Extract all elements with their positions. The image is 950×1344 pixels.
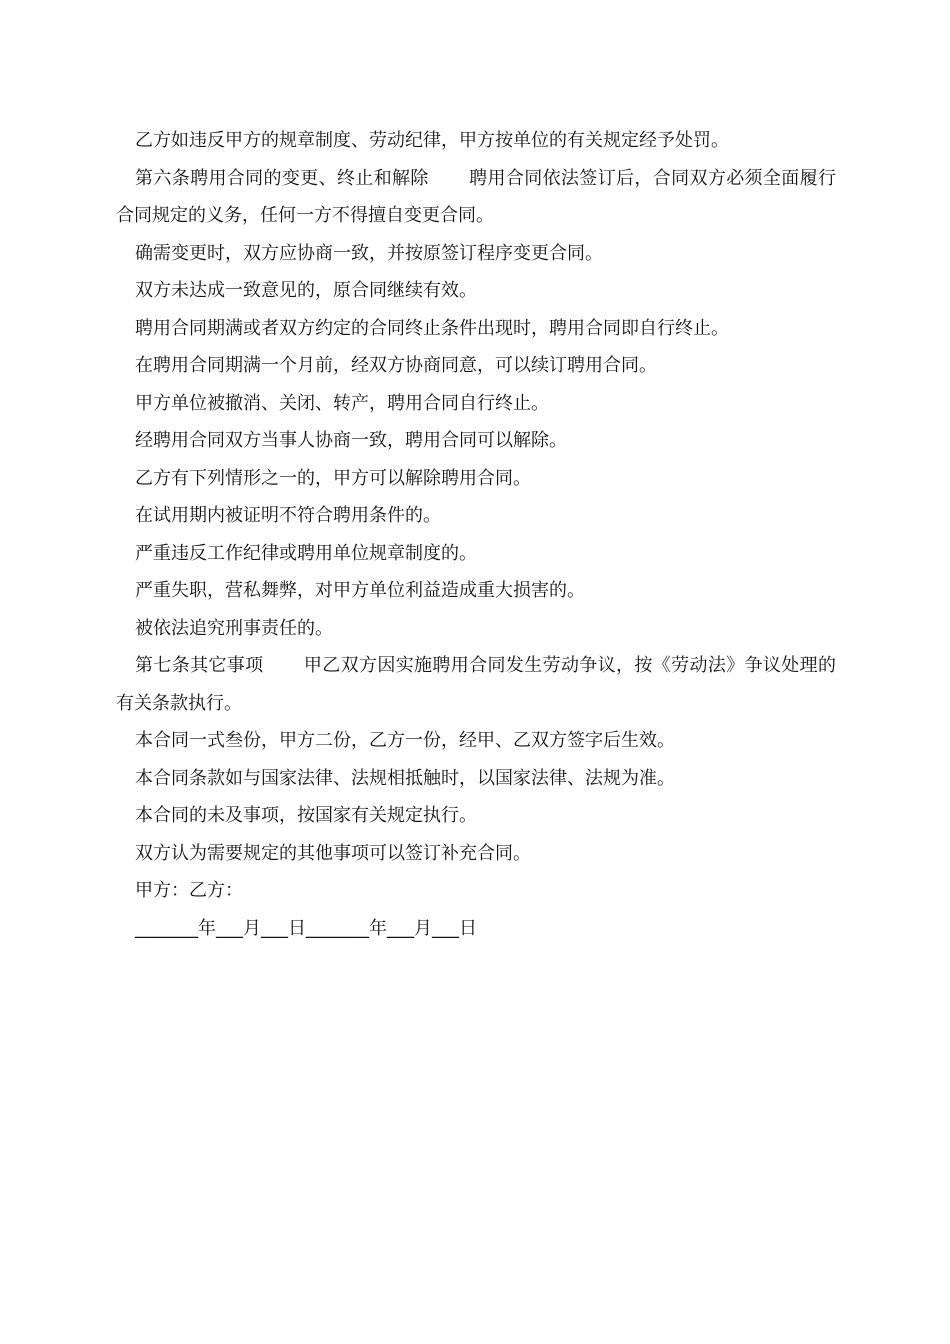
signature-parties [116,872,836,910]
article-6-text: 聘用合同依法签订后，合同双方必须全面履行合同规定的义务，任何一方不得擅自变更合同。 [116,167,837,226]
paragraph-no-agreement [116,272,836,310]
paragraph-text: 聘用合同期满或者双方约定的合同终止条件出现时，聘用合同即自行终止。 [135,317,729,339]
paragraph-text: 双方认为需要规定的其他事项可以签订补充合同。 [135,842,531,864]
paragraph-text: 乙方有下列情形之一的，甲方可以解除聘用合同。 [135,467,531,489]
paragraph-dissolution [116,385,836,423]
article-7-heading: 第七条其它事项 [135,655,264,676]
paragraph-text: 本合同的未及事项，按国家有关规定执行。 [135,805,477,826]
paragraph-text: 本合同条款如与国家法律、法规相抵触时，以国家法律、法规为准。 [135,767,675,789]
paragraph-text: 本合同一式叁份，甲方二份，乙方一份，经甲、乙双方签字后生效。 [135,730,675,751]
article-7-text: 甲乙双方因实施聘用合同发生劳动争议，按《劳动法》争议处理的有关条款执行。 [116,655,837,714]
paragraph-article-6 [116,160,836,235]
paragraph-text: 在聘用合同期满一个月前，经双方协商同意，可以续订聘用合同。 [135,355,657,376]
paragraph-penalty [116,122,836,160]
paragraph-discipline [116,535,836,573]
paragraph-criminal [116,610,836,648]
paragraph-supplement [116,835,836,873]
signature-dates [116,910,836,948]
paragraph-text: 在试用期内被证明不符合聘用条件的。 [135,505,441,526]
paragraph-conditions-intro [116,460,836,498]
paragraph-text: 甲方单位被撤消、关闭、转产，聘用合同自行终止。 [135,392,549,414]
paragraph-change [116,235,836,273]
signature-date-text: _______年___月___日_______年___月___日 [135,917,477,939]
paragraph-expiry [116,310,836,348]
paragraph-renewal [116,347,836,385]
paragraph-text: 双方未达成一致意见的，原合同继续有效。 [135,280,477,301]
paragraph-mutual-termination [116,422,836,460]
paragraph-copies [116,722,836,760]
paragraph-article-7 [116,647,836,722]
article-6-heading: 第六条聘用合同的变更、终止和解除 [135,167,429,189]
paragraph-text: 严重失职，营私舞弊，对甲方单位利益造成重大损害的。 [135,580,585,601]
paragraph-law-precedence [116,760,836,798]
paragraph-probation [116,497,836,535]
paragraph-text: 确需变更时，双方应协商一致，并按原签订程序变更合同。 [135,242,603,264]
contract-body [116,122,836,947]
paragraph-text: 乙方如违反甲方的规章制度、劳动纪律，甲方按单位的有关规定经予处罚。 [135,130,729,151]
paragraph-text: 经聘用合同双方当事人协商一致，聘用合同可以解除。 [135,430,567,451]
signature-parties-text: 甲方：乙方： [135,880,243,901]
paragraph-text: 被依法追究刑事责任的。 [135,617,333,639]
paragraph-text: 严重违反工作纪律或聘用单位规章制度的。 [135,542,477,564]
paragraph-unspecified [116,797,836,835]
paragraph-misconduct [116,572,836,610]
